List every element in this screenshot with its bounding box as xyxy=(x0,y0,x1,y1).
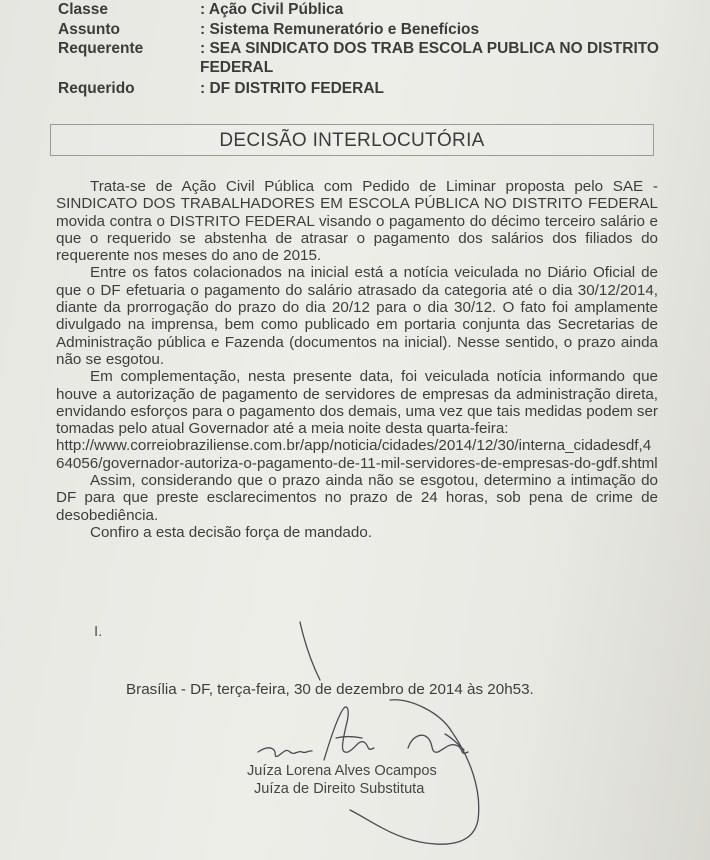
paragraph-2: Entre os fatos colacionados na inicial está a notícia veiculada no Diário Oficial de que o DF efetuaria o pagamento do salário atrasado da categoria até o dia 30/12/2014, diante da prorrogação do prazo do dia 20/12 para o dia 30/12. O fato foi amplamente divulgado na imprensa, bem como publicado em portaria conjunta das Secretarias de Administração pública e Fazenda (documentos na inicial). Nesse sentido, o prazo ainda não se esgotou. xyxy=(56,264,658,368)
place-and-date: Brasília - DF, terça-feira, 30 de dezembro de 2014 às 20h53. xyxy=(126,681,534,698)
classe-value: : Ação Civil Pública xyxy=(200,1,344,18)
document-title: DECISÃO INTERLOCUTÓRIA xyxy=(219,130,485,151)
judge-role: Juíza de Direito Substituta xyxy=(254,781,425,797)
requerente-label: Requerente xyxy=(58,40,144,57)
publication-mark: I. xyxy=(94,623,103,640)
title-box xyxy=(50,124,654,156)
paragraph-4: Assim, considerando que o prazo ainda não se esgotou, determino a intimação do DF para que preste esclarecimentos no prazo de 24 horas, sob pena de crime de desobediência. xyxy=(56,472,658,524)
requerido-label: Requerido xyxy=(58,80,135,97)
paragraph-5: Confiro a esta decisão força de mandado. xyxy=(90,523,372,541)
judge-name: Juíza Lorena Alves Ocampos xyxy=(247,763,437,779)
signature-text: Juiza Alves Ocampos xyxy=(240,620,250,621)
classe-label: Classe xyxy=(58,1,108,18)
news-url: http://www.correiobraziliense.com.br/app/noticia/cidades/2014/12/30/interna_cidadesdf,464056/governador-autoriza-o-pagamento-de-11-mil-servidores-de-empresas-do-gdf.shtml xyxy=(56,437,658,472)
assunto-label: Assunto xyxy=(58,21,120,38)
requerente-value: : SEA SINDICATO DOS TRAB ESCOLA PUBLICA NO DISTRITO FEDERAL xyxy=(200,40,659,76)
paragraph-1: Trata-se de Ação Civil Pública com Pedido de Liminar proposta pelo SAE - SINDICATO DOS TRABALHADORES EM ESCOLA PÚBLICA NO DISTRITO FEDERAL movida contra o DISTRITO FEDERAL visando o pagamento do décimo terceiro salário e que o requerido se abstenha de atrasar o pagamento dos salários dos filiados do requerente nos meses do ano de 2015. xyxy=(56,178,658,265)
handwritten-signature xyxy=(240,620,500,850)
document-body xyxy=(56,178,658,541)
paragraph-3: Em complementação, nesta presente data, foi veiculada notícia informando que houve a autorização de pagamento de servidores de empresas da administração direta, envidando esforços para o pagamento dos demais, uma vez que tais medidas podem ser tomadas pelo atual Governador até a meia noite desta quarta-feira: xyxy=(56,368,658,438)
assunto-value: : Sistema Remuneratório e Benefícios xyxy=(200,21,480,38)
requerido-value: : DF DISTRITO FEDERAL xyxy=(200,80,384,97)
